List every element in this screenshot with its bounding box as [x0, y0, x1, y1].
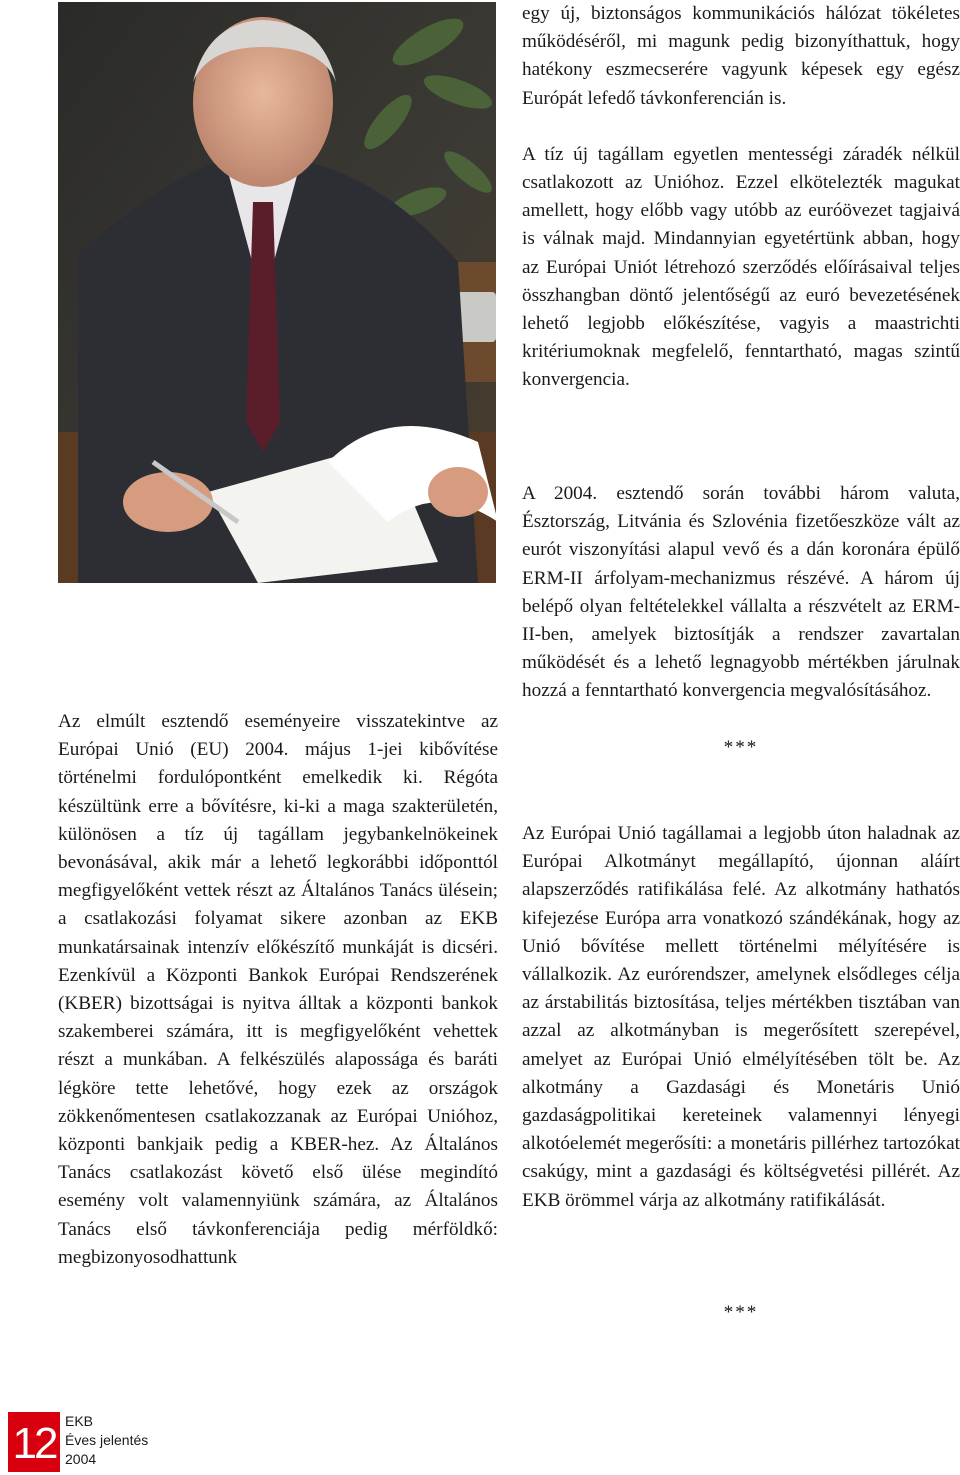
right-paragraph: Az Európai Unió tagállamai a legjobb úton haladnak az Európai Alkotmányt megállapító, újonnan aláírt alapszerződés ratifikálása felé. Az alkotmány hathatós kifejezése Európa arra vonatkozó szándékának, hogy az Unió bővítése mellett történelmi mélyítésére is vállalkozik. Az eurórendszer, amelynek elsődleges célja az árstabilitás biztosítása, teljes mértékben tisztában van azzal az alkotmányban is megerősített szerepével, amelyet az Európai Unió elmélyítésében tölt be. Az alkotmány a Gazdasági és Monetáris Unió gazdaságpolitikai kereteinek valamennyi lényegi alkotóelemét megerősíti: a monetáris pillérhez tartozókat csakúgy, mint a gazdasági és költségvetési pillérét. Az EKB örömmel várja az alkotmány ratifikálását. — [522, 823, 960, 1211]
portrait-photo-icon — [58, 2, 496, 583]
footer-line-org: EKB — [65, 1413, 94, 1429]
footer-line-year: 2004 — [65, 1451, 97, 1467]
footer-line-title: Éves jelentés — [65, 1432, 149, 1448]
right-column-bottom — [522, 820, 960, 1215]
right-column-top — [522, 0, 960, 395]
left-column — [58, 708, 498, 1272]
page-number: 12 — [12, 1419, 56, 1468]
right-column-mid — [522, 480, 960, 762]
portrait-photo — [58, 2, 496, 583]
footer-publication — [65, 1412, 148, 1469]
right-paragraph: A tíz új tagállam egyetlen mentességi záradék nélkül csatlakozott az Unióhoz. Ezzel elkötelezték magukat amellett, hogy előbb vagy utóbb az euróövezet tagjaivá is válnak majd. Mindannyian egyetértünk abban, hogy az Európai Uniót létrehozó szerződés előírásaival teljes összhangban döntő jelentőségű az euró bevezetésének lehető legjobb előkészítése, vagyis a maastrichti kritériumoknak megfelelő, fenntartható, magas szintű konvergencia. — [522, 143, 960, 391]
page-number-box — [8, 1412, 60, 1472]
section-separator: *** — [723, 1302, 759, 1323]
right-paragraph: A 2004. esztendő során további három valuta, Észtország, Litvánia és Szlovénia fizetőeszköze vált az eurót viszonyítási alapul vevő és a dán koronára épülő ERM-II árfolyam-mechanizmus részévé. A három új belépő olyan feltételekkel vállalta a részvételt az ERM-II-ben, amelyek biztosítják a rendszer zavartalan működését és a lehető legnagyobb mértékben járulnak hozzá a fenntartható konvergencia megvalósításához. — [522, 483, 960, 702]
right-paragraph: egy új, biztonságos kommunikációs hálózat tökéletes működéséről, mi magunk pedig bizonyíthattuk, hogy hatékony eszmecserére vagyunk képesek egy egész Európát lefedő távkonferencián is. — [522, 3, 960, 109]
section-separator: *** — [723, 736, 759, 758]
left-paragraph: Az elmúlt esztendő eseményeire visszatekintve az Európai Unió (EU) 2004. május 1-jei kibővítése történelmi fordulópontként emelkedik ki. Régóta készültünk erre a bővítésre, ki-ki a maga szakterületén, különösen a tíz új tagállam jegybankelnökeinek bevonásával, akik már a lehető legkorábbi időponttól megfigyelőként vettek részt az Általános Tanács ülésein; a csatlakozási folyamat sikere azonban az EKB munkatársainak intenzív előkészítő munkáját is dicséri. Ezenkívül a Központi Bankok Európai Rendszerének (KBER) bizottságai is nyitva álltak a központi bankok szakemberei számára, itt is megfigyelőként vehettek részt a munkában. A felkészülés alapossága és baráti légköre tette lehetővé, hogy ezek az országok zökkenőmentesen csatlakozzanak az Európai Unióhoz, központi bankjaik pedig a KBER-hez. Az Általános Tanács csatlakozást követő első ülése megindító esemény volt valamennyiünk számára, az Általános Tanács első távkonferenciája pedig mérföldkő: megbizonyosodhattunk — [58, 711, 498, 1268]
